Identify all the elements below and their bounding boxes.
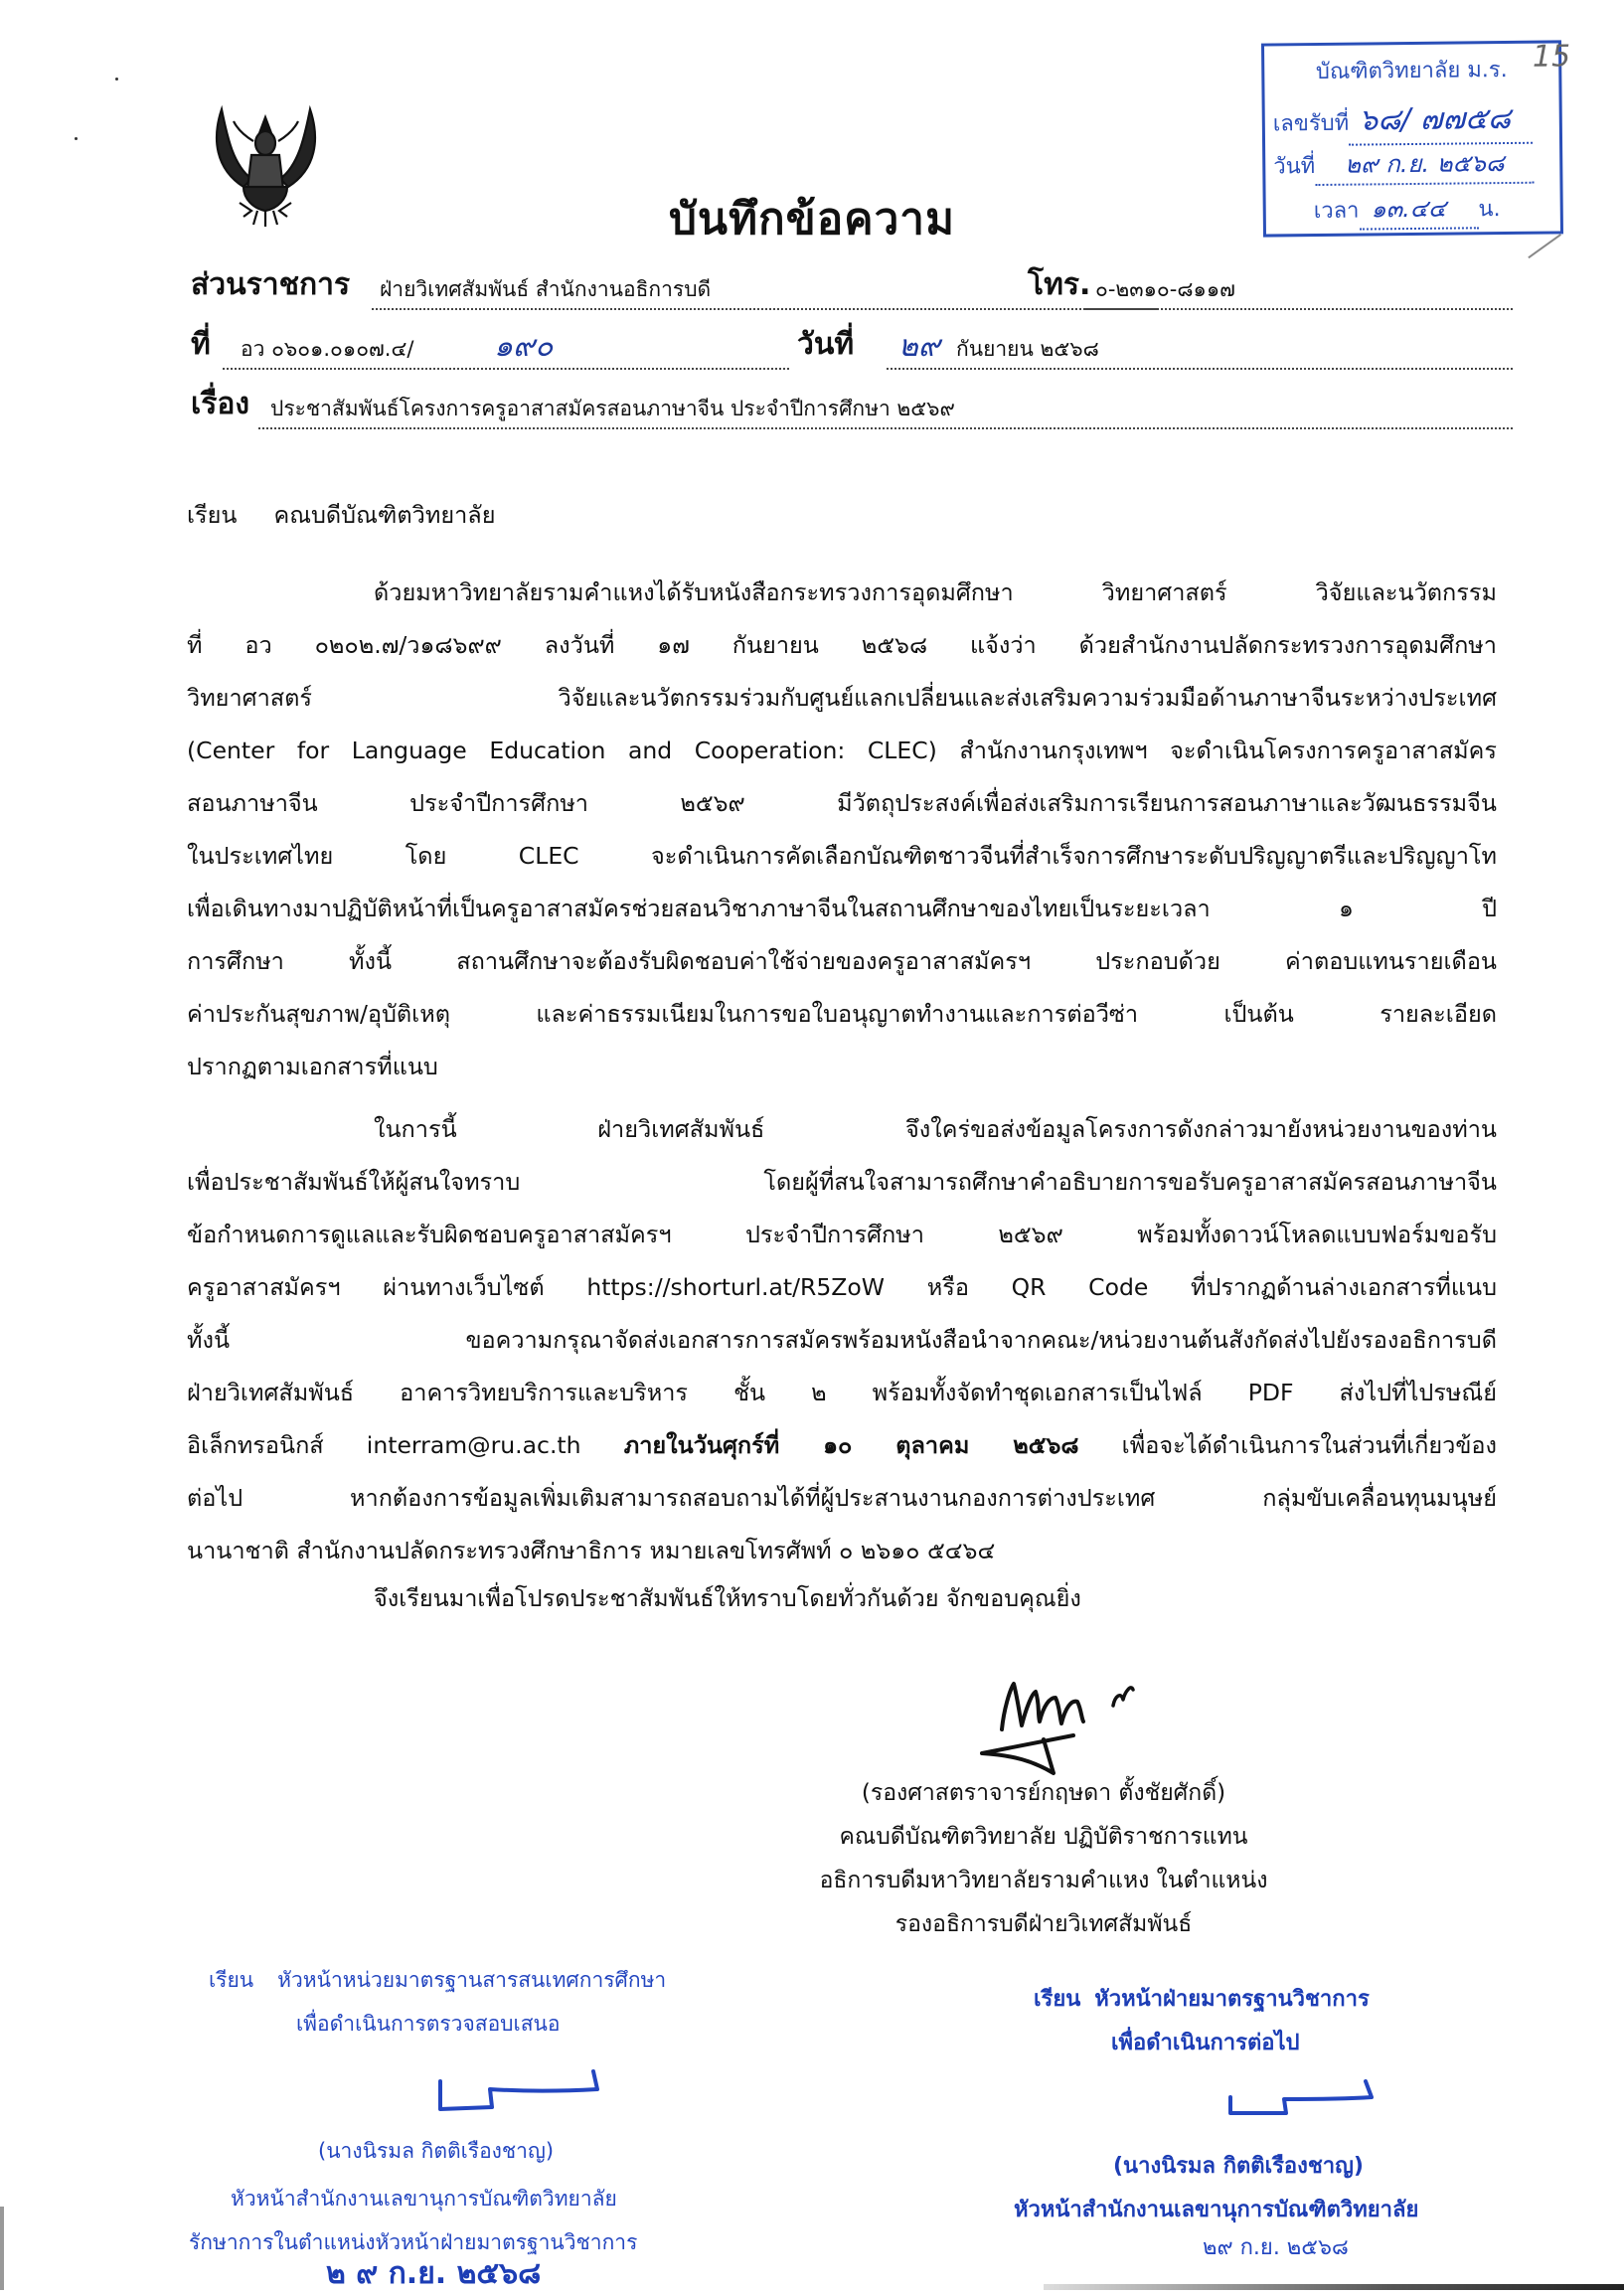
annotation-left-position-1: หัวหน้าสำนักงานเลขานุการบัณฑิตวิทยาลัย <box>231 2187 617 2211</box>
header-agency-row <box>191 264 1513 314</box>
body-line: ครูอาสาสมัครฯ ผ่านทางเว็บไซต์ https://shorturl.at/R5ZoW หรือ QR Code ที่ปรากฏด้านล่างเอกสารที่แนบ <box>187 1273 1497 1301</box>
scan-edge <box>1044 2284 1624 2290</box>
signature-icon <box>974 1670 1232 1779</box>
email-text: อิเล็กทรอนิกส์ interram@ru.ac.th <box>187 1431 624 1459</box>
signatory-block <box>696 1771 1391 1946</box>
stamp-date-label: วันที่ <box>1273 154 1316 180</box>
dotted-line <box>887 368 1513 370</box>
signatory-line-2: อธิการบดีมหาวิทยาลัยรามคำแหง ในตำแหน่ง <box>819 1868 1268 1893</box>
annotation-left-position-2: รักษาการในตำแหน่งหัวหน้าฝ่ายมาตรฐานวิชาการ <box>189 2230 638 2254</box>
dotted-line <box>258 427 1513 429</box>
scan-edge <box>0 2207 4 2290</box>
body-line: ด้วยมหาวิทยาลัยรามคำแหงได้รับหนังสือกระทรวงการอุดมศึกษา วิทยาศาสตร์ วิจัยและนวัตกรรม <box>374 578 1497 606</box>
header-ref-row <box>191 324 1513 374</box>
stamp-office: บัณฑิตวิทยาลัย ม.ร. <box>1315 57 1508 85</box>
stamp-time-value: ๑๓.๔๔ <box>1371 194 1447 224</box>
annotation-right-position-1: หัวหน้าสำนักงานเลขานุการบัณฑิตวิทยาลัย <box>1014 2198 1419 2222</box>
body-line: ที่ อว ๐๒๐๒.๗/ว๑๘๖๙๙ ลงวันที่ ๑๗ กันยายน ๒๕๖๘ แจ้งว่า ด้วยสำนักงานปลัดกระทรวงการอุดมศึกษา <box>187 631 1497 659</box>
subject-value: ประชาสัมพันธ์โครงการครูอาสาสมัครสอนภาษาจีน ประจำปีการศึกษา ๒๕๖๙ <box>270 397 955 420</box>
body-line: ฝ่ายวิเทศสัมพันธ์ อาคารวิทยบริการและบริหาร ชั้น ๒ พร้อมทั้งจัดทำชุดเอกสารเป็นไฟล์ PDF ส่งไปที่ไปรษณีย์ <box>187 1379 1497 1406</box>
stamp-date-value: ๒๙ ก.ย. ๒๕๖๘ <box>1345 149 1505 179</box>
date-handwritten-day: ๒๙ <box>898 329 940 364</box>
body-line: วิทยาศาสตร์ วิจัยและนวัตกรรมร่วมกับศูนย์แลกเปลี่ยนและส่งเสริมความร่วมมือด้านภาษาจีนระหว่างประเทศ <box>187 684 1497 712</box>
annotation-left-to-label: เรียน <box>209 1968 254 1992</box>
body-text: เพื่อจะได้ดำเนินการในส่วนที่เกี่ยวข้อง <box>1078 1431 1497 1459</box>
initials-icon <box>432 2067 611 2117</box>
body-line: (Center for Language Education and Cooperation: CLEC) สำนักงานกรุงเทพฯ จะดำเนินโครงการครูอาสาสมัคร <box>187 737 1497 764</box>
document-title: บันทึกข้อความ <box>668 194 955 245</box>
body-line: ต่อไป หากต้องการข้อมูลเพิ่มเติมสามารถสอบถามได้ที่ผู้ประสานงานกองการต่างประเทศ กลุ่มขับเคลื่อนทุนมนุษย์ <box>187 1484 1497 1512</box>
stamp-number-value: ๖๘/ ๗๗๕๘ <box>1358 100 1512 138</box>
salutation-value: คณบดีบัณฑิตวิทยาลัย <box>273 501 496 529</box>
ref-label: ที่ <box>191 327 211 362</box>
dotted-line <box>372 308 1157 310</box>
body-line: ปรากฏตามเอกสารที่แนบ <box>187 1053 438 1080</box>
annotation-left-date: ๒ ๙ ก.ย. ๒๕๖๘ <box>326 2256 542 2291</box>
body-line: ในประเทศไทย โดย CLEC จะดำเนินการคัดเลือกบัณฑิตชาวจีนที่สำเร็จการศึกษาระดับปริญญาตรีและปริญญาโท <box>187 842 1497 870</box>
ref-value: อว ๐๖๐๑.๐๑๐๗.๔/ <box>241 337 414 361</box>
body-line: นานาชาติ สำนักงานปลัดกระทรวงศึกษาธิการ หมายเลขโทรศัพท์ ๐ ๒๖๑๐ ๕๔๖๔ <box>187 1537 996 1564</box>
stamp-time-label: เวลา <box>1313 198 1360 225</box>
closing-sentence: จึงเรียนมาเพื่อโปรดประชาสัมพันธ์ให้ทราบโดยทั่วกันด้วย จักขอบคุณยิ่ง <box>374 1584 1081 1612</box>
agency-value: ฝ่ายวิเทศสัมพันธ์ สำนักงานอธิการบดี <box>380 277 712 301</box>
scan-speck <box>115 78 118 81</box>
dotted-line <box>1085 308 1513 310</box>
page-number-note: 15 <box>1532 39 1571 75</box>
annotation-right <box>1014 1978 1531 2260</box>
signatory-line-1: คณบดีบัณฑิตวิทยาลัย ปฏิบัติราชการแทน <box>839 1824 1248 1850</box>
annotation-left <box>189 1958 765 2291</box>
annotation-right-name: (นางนิรมล กิตติเรืองชาญ) <box>1113 2154 1364 2179</box>
signatory-name: (รองศาสตราจารย์กฤษดา ตั้งชัยศักดิ์) <box>861 1780 1226 1806</box>
body-line: ในการนี้ ฝ่ายวิเทศสัมพันธ์ จึงใคร่ขอส่งข้อมูลโครงการดังกล่าวมายังหน่วยงานของท่าน <box>374 1115 1497 1143</box>
phone-label: โทร. <box>1028 267 1091 302</box>
body-paragraph-2 <box>187 1103 1497 1577</box>
phone-value: ๐-๒๓๑๐-๘๑๑๗ <box>1095 277 1235 301</box>
body-line: เพื่อเดินทางมาปฏิบัติหน้าที่เป็นครูอาสาสมัครช่วยสอนวิชาภาษาจีนในสถานศึกษาของไทยเป็นระยะเวลา ๑ ปี <box>187 895 1497 922</box>
body-line: ทั้งนี้ ขอความกรุณาจัดส่งเอกสารการสมัครพร้อมหนังสือนำจากคณะ/หน่วยงานต้นสังกัดส่งไปยังรองอธิการบดี <box>187 1326 1497 1354</box>
initials-icon <box>1222 2077 1381 2127</box>
scan-speck <box>75 137 78 140</box>
body-line: สอนภาษาจีน ประจำปีการศึกษา ๒๕๖๙ มีวัตถุประสงค์เพื่อส่งเสริมการเรียนการสอนภาษาและวัฒนธรรมจีน <box>187 789 1497 817</box>
annotation-left-purpose: เพื่อดำเนินการตรวจสอบเสนอ <box>296 2012 561 2036</box>
body-line: ค่าประกันสุขภาพ/อุบัติเหตุ และค่าธรรมเนียมในการขอใบอนุญาตทำงานและการต่อวีซ่า เป็นต้น รายละเอียด <box>187 1000 1497 1028</box>
body-line: เพื่อประชาสัมพันธ์ให้ผู้สนใจทราบ โดยผู้ที่สนใจสามารถศึกษาคำอธิบายการขอรับครูอาสาสมัครสอนภาษาจีน <box>187 1168 1497 1196</box>
annotation-right-date: ๒๙ ก.ย. ๒๕๖๘ <box>1203 2235 1349 2260</box>
annotation-left-to-value: หัวหน้าหน่วยมาตรฐานสารสนเทศการศึกษา <box>277 1968 667 1992</box>
date-value: กันยายน ๒๕๖๘ <box>956 337 1099 361</box>
subject-label: เรื่อง <box>191 387 250 421</box>
body-line: การศึกษา ทั้งนี้ สถานศึกษาจะต้องรับผิดชอบค่าใช้จ่ายของครูอาสาสมัครฯ ประกอบด้วย ค่าตอบแทนรายเดือน <box>187 947 1497 975</box>
date-label: วันที่ <box>797 327 855 362</box>
annotation-right-purpose: เพื่อดำเนินการต่อไป <box>1111 2031 1300 2055</box>
annotation-left-name: (นางนิรมล กิตติเรืองชาญ) <box>318 2139 555 2163</box>
receive-stamp <box>1261 39 1571 237</box>
stamp-number-label: เลขรับที่ <box>1272 110 1350 137</box>
deadline-text: ภายในวันศุกร์ที่ ๑๐ ตุลาคม ๒๕๖๘ <box>623 1431 1079 1459</box>
annotation-right-to-value: หัวหน้าฝ่ายมาตรฐานวิชาการ <box>1094 1987 1370 2012</box>
ref-handwritten-number: ๑๙๐ <box>494 329 554 364</box>
header-subject-row <box>191 384 1513 433</box>
stamp-time-unit: น. <box>1478 197 1501 223</box>
body-line-deadline <box>187 1419 1497 1472</box>
salutation <box>187 497 495 534</box>
signatory-line-3: รองอธิการบดีฝ่ายวิเทศสัมพันธ์ <box>894 1911 1193 1937</box>
salutation-label: เรียน <box>187 501 238 529</box>
body-paragraph-1 <box>187 567 1497 1093</box>
agency-label: ส่วนราชการ <box>191 267 351 302</box>
body-line: ข้อกำหนดการดูแลและรับผิดชอบครูอาสาสมัครฯ ประจำปีการศึกษา ๒๕๖๙ พร้อมทั้งดาวน์โหลดแบบฟอร์มขอรับ <box>187 1221 1497 1248</box>
annotation-right-to-label: เรียน <box>1034 1987 1081 2012</box>
